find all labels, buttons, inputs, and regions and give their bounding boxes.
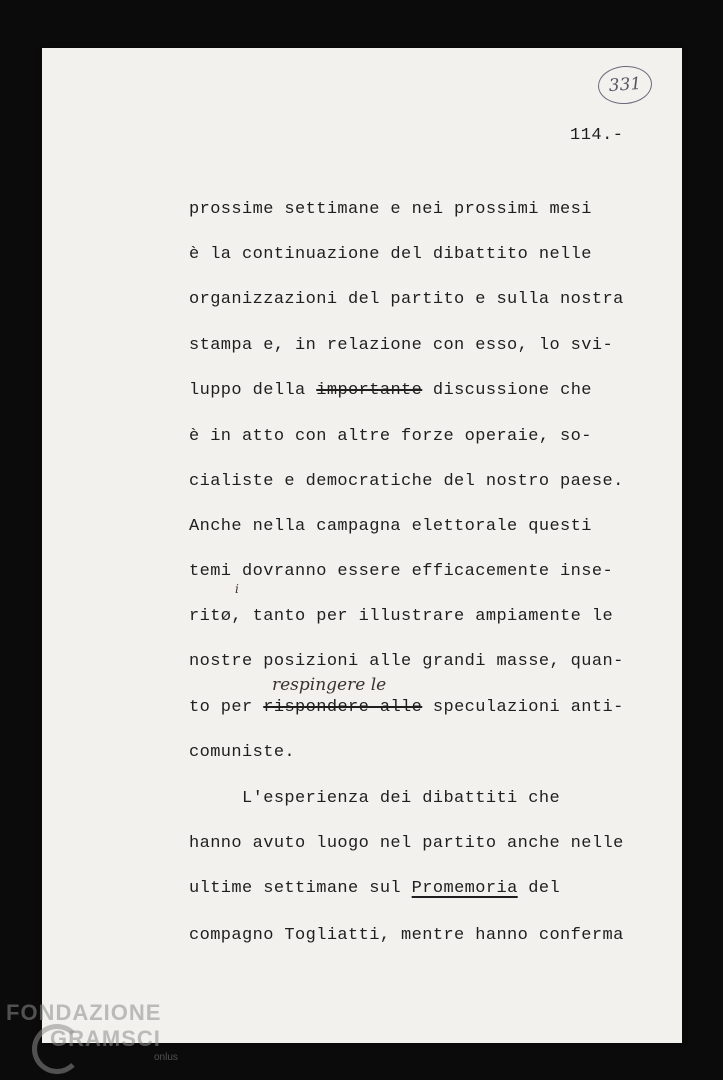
- struck-word: importante: [316, 381, 423, 400]
- watermark-text: GRAMSCI: [50, 1026, 161, 1051]
- page-number: 114.-: [570, 126, 624, 145]
- text-line: L'esperienza dei dibattiti che: [189, 789, 561, 808]
- text-line: Anche nella campagna elettorale questi: [189, 517, 592, 536]
- watermark-logo: [6, 1000, 186, 1076]
- watermark-text: FONDAZIONE: [6, 1000, 162, 1025]
- text-line: stampa e, in relazione con esso, lo svi-: [189, 336, 614, 355]
- text-line: è la continuazione del dibattito nelle: [189, 245, 592, 264]
- text-line: organizzazioni del partito e sulla nostra: [189, 290, 624, 309]
- text-line: [189, 879, 560, 898]
- text-segment: speculazioni anti-: [432, 698, 624, 717]
- text-line: temi dovranno essere efficacemente inse-: [189, 562, 614, 581]
- text-segment: del: [528, 879, 561, 898]
- text-line: [189, 698, 624, 717]
- text-segment: to per: [189, 698, 253, 717]
- text-segment: ultime settimane sul: [189, 879, 402, 898]
- handwritten-insertion: respingere le: [272, 675, 387, 695]
- text-line: nostre posizioni alle grandi masse, quan-: [189, 652, 624, 671]
- archive-number-stamp: 331: [597, 64, 654, 106]
- text-segment: luppo della: [189, 381, 306, 400]
- underlined-title: Promemoria: [411, 879, 518, 898]
- text-line: è in atto con altre forze operaie, so-: [189, 427, 592, 446]
- watermark-text: onlus: [154, 1052, 178, 1063]
- text-line: [189, 381, 592, 400]
- text-line: hanno avuto luogo nel partito anche nelle: [189, 834, 624, 853]
- text-line: prossime settimane e nei prossimi mesi: [189, 200, 592, 219]
- struck-phrase: rispondere alle: [263, 698, 423, 717]
- text-line: compagno Togliatti, mentre hanno conferma: [189, 926, 624, 945]
- text-segment: discussione che: [432, 381, 592, 400]
- text-line: ritø, tanto per illustrare ampiamente le: [189, 607, 614, 626]
- text-line: cialiste e democratiche del nostro paese.: [189, 472, 624, 491]
- handwritten-correction-mark: i: [235, 582, 239, 596]
- text-line: comuniste.: [189, 743, 296, 762]
